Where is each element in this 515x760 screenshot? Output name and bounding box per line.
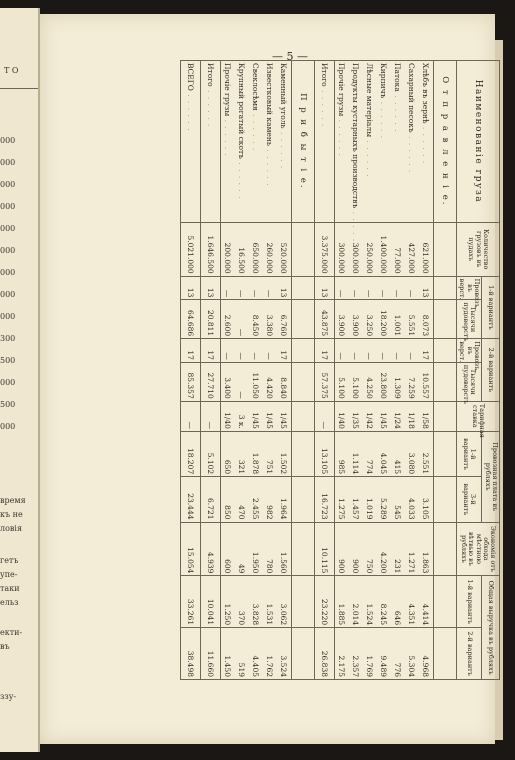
cell-d1: 13	[314, 276, 334, 300]
cell-d1: 13	[419, 276, 434, 300]
cell-p2: —	[235, 362, 249, 401]
cell-r1: 13.105	[314, 431, 334, 476]
cell-t1: 33.261	[180, 576, 200, 628]
cell-p1: 43.875	[314, 300, 334, 339]
table-row	[334, 61, 349, 680]
cell-qty: 3.375.000	[314, 222, 334, 276]
empty-cell	[291, 401, 314, 431]
cell-d2: 17	[180, 339, 200, 363]
cell-eco: 1.863	[419, 522, 434, 576]
cell-r2: 6.721	[200, 477, 220, 522]
cell-p1: 64.686	[180, 300, 200, 339]
left-text-fragment: ловія	[0, 524, 23, 533]
cell-qty: 1.400.000	[377, 222, 391, 276]
left-number-fragment: 000	[0, 422, 16, 431]
cell-d2: —	[235, 339, 249, 363]
cell-t1: 10.041	[200, 576, 220, 628]
cell-r2: 23.444	[180, 477, 200, 522]
cell-t2: 3.524	[277, 628, 292, 680]
left-text-fragment: ззу-	[0, 692, 17, 701]
empty-cell	[433, 576, 456, 628]
cell-r2: 2.455	[249, 477, 263, 522]
cell-d2: 17	[314, 339, 334, 363]
cell-r1: 985	[334, 431, 349, 476]
cell-qty: 300.000	[349, 222, 363, 276]
table-row	[349, 61, 363, 680]
table-row	[277, 61, 292, 680]
cell-eco: 1.560	[277, 522, 292, 576]
empty-cell	[291, 477, 314, 522]
cell-tariff: —	[314, 401, 334, 431]
cargo-name: Итого . . . . . .	[200, 61, 220, 223]
cell-t1: 1.531	[263, 576, 277, 628]
cell-qty: 520.000	[277, 222, 292, 276]
left-text-fragment: ельз	[0, 598, 19, 607]
cell-p2: 11.050	[249, 362, 263, 401]
cell-d2: 17	[200, 339, 220, 363]
cell-qty: 650.000	[249, 222, 263, 276]
cargo-name: Крупный рогатый скотъ . . . . . .	[235, 61, 249, 223]
cargo-name: Прочіе грузы . . . . . .	[334, 61, 349, 223]
cell-t2: 9.489	[377, 628, 391, 680]
header-v2-dist: Провозъ въ верст.	[456, 339, 481, 363]
cell-t1: 4.414	[419, 576, 434, 628]
cell-t2: 1.769	[363, 628, 377, 680]
cell-qty: 250.000	[363, 222, 377, 276]
left-number-fragment: 000	[0, 224, 16, 233]
left-number-fragment: 500	[0, 356, 16, 365]
left-number-fragment: 000	[0, 312, 16, 321]
cargo-revenue-table	[180, 60, 500, 680]
section-departure: О т п р а в л е н і е.	[433, 61, 456, 223]
left-number-fragment: 500	[0, 400, 16, 409]
table-row	[249, 61, 263, 680]
cell-p1: 1.001	[391, 300, 405, 339]
table-row	[235, 61, 249, 680]
empty-cell	[433, 276, 456, 300]
cell-eco: 900	[349, 522, 363, 576]
cell-t2: 1.450	[220, 628, 235, 680]
cell-p2: 57.375	[314, 362, 334, 401]
cell-p2: 7.259	[405, 362, 419, 401]
cell-p1: 20.811	[200, 300, 220, 339]
cell-qty: 300.000	[334, 222, 349, 276]
left-rule	[0, 88, 38, 89]
cell-p1: 6.760	[277, 300, 292, 339]
cell-t2: 4.405	[249, 628, 263, 680]
left-text-fragment: таки	[0, 584, 20, 593]
cell-tariff: 1/45	[377, 401, 391, 431]
empty-cell	[291, 576, 314, 628]
header-rail-fee: Провозная плата въ рубляхъ	[482, 431, 500, 522]
cell-p1: —	[235, 300, 249, 339]
cell-tariff: 1/40	[220, 401, 235, 431]
cell-qty: 621.000	[419, 222, 434, 276]
cell-d2: —	[405, 339, 419, 363]
header-total-var2: 2-й вариантъ	[456, 628, 481, 680]
empty-cell	[433, 628, 456, 680]
cell-d2: 17	[277, 339, 292, 363]
cell-r2: 1.275	[334, 477, 349, 522]
cell-d1: —	[349, 276, 363, 300]
cell-d1: —	[220, 276, 235, 300]
cell-p1: 8.073	[419, 300, 434, 339]
cell-t1: 3.062	[277, 576, 292, 628]
empty-cell	[433, 339, 456, 363]
cell-r1: 415	[391, 431, 405, 476]
cell-d2: —	[349, 339, 363, 363]
header-variant1: 1-й вариантъ	[482, 276, 500, 339]
header-bypass: Экономія отъ обхода мѣстною вѣтвью въ рубляхъ	[456, 522, 499, 576]
cell-p2: 85.357	[180, 362, 200, 401]
cell-tariff: 3 к.	[235, 401, 249, 431]
left-heading-fragment: Т О	[4, 66, 19, 75]
cell-tariff: —	[180, 401, 200, 431]
cell-r1: 751	[263, 431, 277, 476]
empty-cell	[433, 477, 456, 522]
cell-tariff: 1/45	[263, 401, 277, 431]
cell-qty: 5.021.000	[180, 222, 200, 276]
cell-eco: 1.271	[405, 522, 419, 576]
cell-d1: —	[377, 276, 391, 300]
cell-t2: 2.175	[334, 628, 349, 680]
table-row	[391, 61, 405, 680]
cell-p1: 3.900	[349, 300, 363, 339]
cell-p2: 4.420	[263, 362, 277, 401]
left-number-fragment: 000	[0, 180, 16, 189]
cell-r1: 1.878	[249, 431, 263, 476]
cell-p2: 5.100	[334, 362, 349, 401]
cargo-name: Итого . . . . . .	[314, 61, 334, 223]
table-row	[405, 61, 419, 680]
cell-eco: 15.054	[180, 522, 200, 576]
header-total-var1: 1-й вариантъ	[456, 576, 481, 628]
cell-t1: 1.524	[363, 576, 377, 628]
cell-t2: 4.968	[419, 628, 434, 680]
cell-r2: 982	[263, 477, 277, 522]
cell-qty: 16.500	[235, 222, 249, 276]
empty-cell	[433, 222, 456, 276]
cell-t1: 370	[235, 576, 249, 628]
header-tariff: Тарифная ставка	[456, 401, 499, 431]
cell-t1: 3.828	[249, 576, 263, 628]
cell-t2: 26.838	[314, 628, 334, 680]
cell-d1: 13	[277, 276, 292, 300]
cell-t1: 1.885	[334, 576, 349, 628]
cell-eco: 49	[235, 522, 249, 576]
cell-d2: 17	[419, 339, 434, 363]
cell-qty: 1.646.500	[200, 222, 220, 276]
cell-r2: 3.105	[419, 477, 434, 522]
left-number-fragment: 000	[0, 378, 16, 387]
cargo-name: Каменный уголь . . . . . .	[277, 61, 292, 223]
cell-tariff: 1/58	[419, 401, 434, 431]
cell-p2: 10.557	[419, 362, 434, 401]
header-rail-var3: 3-й вариантъ	[456, 477, 481, 522]
cell-r1: 321	[235, 431, 249, 476]
cell-d2: —	[249, 339, 263, 363]
departure-total-row	[314, 61, 334, 680]
page-number: — 5 —	[272, 50, 308, 63]
cargo-name: Продукты кустарныхъ производствъ . . . . . .	[349, 61, 363, 223]
cell-d2: —	[377, 339, 391, 363]
cargo-name: Кирпичъ . . . . . .	[377, 61, 391, 223]
cell-eco: 780	[263, 522, 277, 576]
cell-d1: —	[363, 276, 377, 300]
cell-p2: 5.100	[349, 362, 363, 401]
header-v1-dist: Провозъ въ верст.	[456, 276, 481, 300]
cell-p2: 3.400	[220, 362, 235, 401]
cell-t1: 646	[391, 576, 405, 628]
empty-cell	[291, 339, 314, 363]
cell-d1: —	[249, 276, 263, 300]
left-number-fragment: 000	[0, 136, 16, 145]
table-row	[377, 61, 391, 680]
cell-r1: 5.102	[200, 431, 220, 476]
header-rail-var1: 1-й вариантъ	[456, 431, 481, 476]
empty-cell	[291, 628, 314, 680]
cell-r2: 1.019	[363, 477, 377, 522]
cell-tariff: 1/42	[363, 401, 377, 431]
left-text-fragment: къ не	[0, 510, 23, 519]
cell-p1: 8.450	[249, 300, 263, 339]
cell-eco: 1.950	[249, 522, 263, 576]
cell-qty: 200.000	[220, 222, 235, 276]
cell-eco: 600	[220, 522, 235, 576]
left-number-fragment: 300	[0, 334, 16, 343]
cell-p1: 3.380	[263, 300, 277, 339]
cell-p2: 4.250	[363, 362, 377, 401]
section-arrival: П р и б ы т і е.	[291, 61, 314, 223]
cell-qty: 77.000	[391, 222, 405, 276]
cargo-name: Прочіе грузы . . . . . .	[220, 61, 235, 223]
cell-r1: 2.551	[419, 431, 434, 476]
empty-cell	[291, 522, 314, 576]
left-text-fragment: гетъ	[0, 556, 19, 565]
cell-t2: 38.498	[180, 628, 200, 680]
rotated-table-wrapper	[60, 60, 500, 680]
cell-r1: 1.502	[277, 431, 292, 476]
cell-p1: 3.250	[363, 300, 377, 339]
cell-d1: —	[235, 276, 249, 300]
cell-r2: 4.033	[405, 477, 419, 522]
header-variant2: 2-й вариантъ	[482, 339, 500, 402]
cell-p1: 18.200	[377, 300, 391, 339]
cell-t1: 4.351	[405, 576, 419, 628]
cell-d2: —	[220, 339, 235, 363]
cell-r1: 4.045	[377, 431, 391, 476]
empty-cell	[433, 362, 456, 401]
cell-r2: 470	[235, 477, 249, 522]
empty-cell	[433, 431, 456, 476]
cell-eco: 10.115	[314, 522, 334, 576]
cell-tariff: 1/45	[277, 401, 292, 431]
cargo-name: Сахарный песокъ . . . . . .	[405, 61, 419, 223]
cell-d1: —	[391, 276, 405, 300]
empty-cell	[291, 276, 314, 300]
left-number-fragment: 000	[0, 290, 16, 299]
empty-cell	[291, 222, 314, 276]
cell-t2: 519	[235, 628, 249, 680]
cell-r2: 16.723	[314, 477, 334, 522]
cell-tariff: 1/35	[349, 401, 363, 431]
cell-p1: 2.600	[220, 300, 235, 339]
header-name: Наименованіе груза	[456, 61, 499, 223]
left-text-fragment: въ	[0, 642, 10, 651]
cargo-name: Свеклосѣмя . . . . . .	[249, 61, 263, 223]
left-number-fragment: 000	[0, 202, 16, 211]
cell-r1: 3.080	[405, 431, 419, 476]
cell-p2: 1.309	[391, 362, 405, 401]
table-row	[363, 61, 377, 680]
arrival-total-row	[200, 61, 220, 680]
cell-eco: 231	[391, 522, 405, 576]
cell-t2: 2.357	[349, 628, 363, 680]
cell-eco: 4.939	[200, 522, 220, 576]
cell-t2: 5.304	[405, 628, 419, 680]
cell-d2: —	[334, 339, 349, 363]
empty-cell	[433, 522, 456, 576]
cell-r2: 5.289	[377, 477, 391, 522]
cell-p2: 27.710	[200, 362, 220, 401]
cell-d1: 13	[200, 276, 220, 300]
cell-t1: 2.014	[349, 576, 363, 628]
cell-eco: 750	[363, 522, 377, 576]
cell-tariff: 1/18	[405, 401, 419, 431]
cargo-name: Патока . . . . . .	[391, 61, 405, 223]
empty-cell	[433, 401, 456, 431]
cargo-name: ВСЕГО . . . . . .	[180, 61, 200, 223]
cell-r2: 850	[220, 477, 235, 522]
cell-r1: 18.207	[180, 431, 200, 476]
left-text-fragment: упе-	[0, 570, 18, 579]
cell-d2: —	[363, 339, 377, 363]
left-number-fragment: 000	[0, 268, 16, 277]
cargo-name: Хлѣбъ въ зернѣ . . . . . .	[419, 61, 434, 223]
cell-d2: —	[391, 339, 405, 363]
header-v2-pudv: Тысячи пудоверстъ	[456, 362, 481, 401]
cargo-name: Лѣсные матеріалы . . . . . .	[363, 61, 377, 223]
cell-t1: 23.220	[314, 576, 334, 628]
cell-d1: 13	[180, 276, 200, 300]
left-number-fragment: 000	[0, 158, 16, 167]
empty-cell	[433, 300, 456, 339]
cell-t2: 11.660	[200, 628, 220, 680]
cell-r2: 1.457	[349, 477, 363, 522]
grand-total-row	[180, 61, 200, 680]
cell-t1: 8.245	[377, 576, 391, 628]
cell-r2: 545	[391, 477, 405, 522]
cell-eco: 4.200	[377, 522, 391, 576]
cell-qty: 260.000	[263, 222, 277, 276]
cell-p1: 5.551	[405, 300, 419, 339]
cell-d2: —	[263, 339, 277, 363]
header-v1-pudv: Тысячи пудоверстъ	[456, 300, 481, 339]
cell-t2: 776	[391, 628, 405, 680]
header-total-revenue: Общая выручка въ рубляхъ	[482, 576, 500, 680]
cell-p2: 23.800	[377, 362, 391, 401]
cell-t1: 1.250	[220, 576, 235, 628]
table-row	[220, 61, 235, 680]
table-row	[263, 61, 277, 680]
cell-t2: 1.762	[263, 628, 277, 680]
cell-r1: 1.114	[349, 431, 363, 476]
left-text-fragment: время	[0, 496, 26, 505]
table-row	[419, 61, 434, 680]
cell-r1: 650	[220, 431, 235, 476]
left-page-fragment	[0, 8, 40, 752]
cell-d1: —	[334, 276, 349, 300]
cell-tariff: —	[200, 401, 220, 431]
cell-tariff: 1/24	[391, 401, 405, 431]
cell-r2: 1.964	[277, 477, 292, 522]
empty-cell	[291, 362, 314, 401]
empty-cell	[291, 431, 314, 476]
cell-p2: 8.840	[277, 362, 292, 401]
left-number-fragment: 000	[0, 246, 16, 255]
left-text-fragment: екти-	[0, 628, 23, 637]
cell-r1: 774	[363, 431, 377, 476]
cargo-name: Известковый камень . . . . . .	[263, 61, 277, 223]
cell-tariff: 1/45	[249, 401, 263, 431]
cell-qty: 427.000	[405, 222, 419, 276]
cell-tariff: 1/40	[334, 401, 349, 431]
cell-eco: 900	[334, 522, 349, 576]
cell-d1: —	[405, 276, 419, 300]
cell-d1: —	[263, 276, 277, 300]
header-qty: Количество грузовъ въ пудахъ	[456, 222, 499, 276]
empty-cell	[291, 300, 314, 339]
cell-p1: 3.900	[334, 300, 349, 339]
